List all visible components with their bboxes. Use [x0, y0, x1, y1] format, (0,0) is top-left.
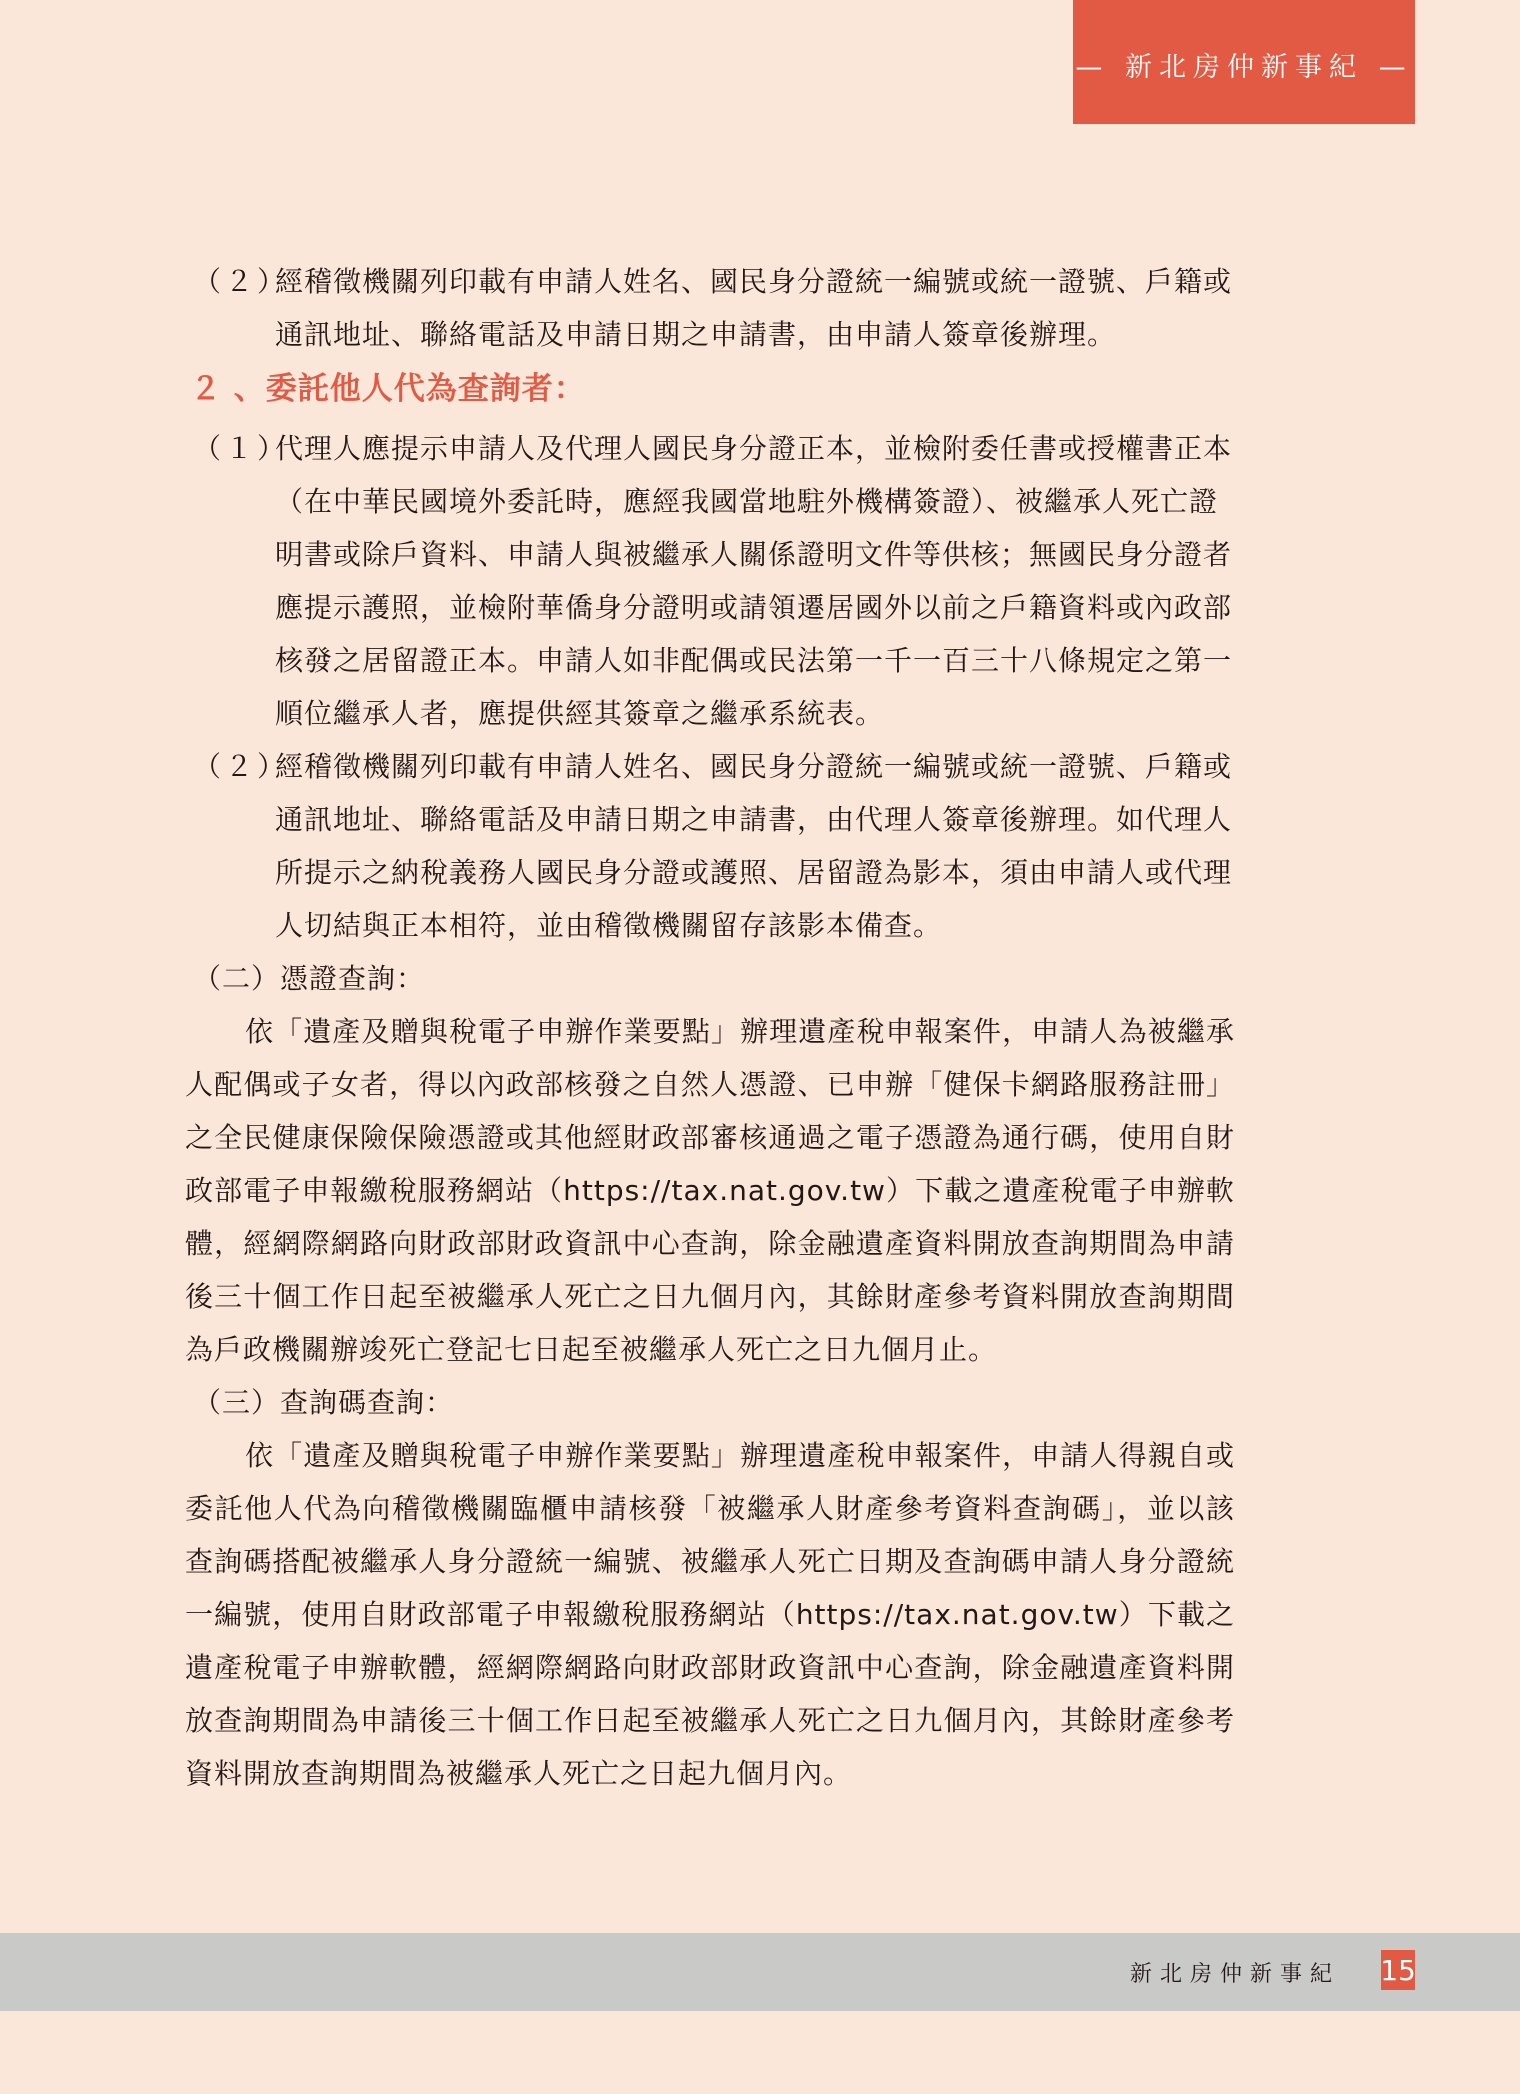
item-number: （１）: [193, 432, 290, 465]
list-item: [185, 422, 1235, 740]
sub-heading: （二）憑證查詢：: [193, 962, 426, 995]
item-number: （２）: [193, 265, 290, 298]
item-text: 經稽徵機關列印載有申請人姓名、國民身分證統一編號或統一證號、戶籍或通訊地址、聯絡電話及申請日期之申請書，由代理人簽章後辦理。如代理人所提示之納稅義務人國民身分證或護照、居留證為影本，須由申請人或代理人切結與正本相符，並由稽徵機關留存該影本備查。: [275, 750, 1233, 942]
sub-heading: （三）查詢碼查詢：: [193, 1386, 455, 1419]
item-text: 經稽徵機關列印載有申請人姓名、國民身分證統一編號或統一證號、戶籍或通訊地址、聯絡電話及申請日期之申請書，由申請人簽章後辦理。: [275, 265, 1233, 351]
footer-title: 新北房仲新事紀: [1130, 1962, 1341, 1987]
paragraph: 依「遺產及贈與稅電子申辦作業要點」辦理遺產稅申報案件，申請人得親自或委託他人代為向稽徵機關臨櫃申請核發「被繼承人財產參考資料查詢碼」，並以該查詢碼搭配被繼承人身分證統一編號、被繼承人死亡日期及查詢碼申請人身分證統一編號，使用自財政部電子申報繳稅服務網站（https://tax.nat.gov.tw）下載之遺產稅電子申辦軟體，經網際網路向財政部財政資訊中心查詢，除金融遺產資料開放查詢期間為申請後三十個工作日起至被繼承人死亡之日九個月內，其餘財產參考資料開放查詢期間為被繼承人死亡之日起九個月內。: [185, 1439, 1235, 1790]
item-number: （２）: [193, 750, 290, 783]
paragraph: 依「遺產及贈與稅電子申辦作業要點」辦理遺產稅申報案件，申請人為被繼承人配偶或子女者，得以內政部核發之自然人憑證、已申辦「健保卡網路服務註冊」之全民健康保險保險憑證或其他經財政部審核通過之電子憑證為通行碼，使用自財政部電子申報繳稅服務網站（https://tax.nat.gov.tw）下載之遺產稅電子申辦軟體，經網際網路向財政部財政資訊中心查詢，除金融遺產資料開放查詢期間為申請後三十個工作日起至被繼承人死亡之日九個月內，其餘財產參考資料開放查詢期間為戶政機關辦竣死亡登記七日起至被繼承人死亡之日九個月止。: [185, 1015, 1235, 1366]
article-body: [185, 255, 1235, 1800]
item-text: 代理人應提示申請人及代理人國民身分證正本，並檢附委任書或授權書正本（在中華民國境外委託時，應經我國當地駐外機構簽證）、被繼承人死亡證明書或除戶資料、申請人與被繼承人關係證明文件等供核；無國民身分證者應提示護照，並檢附華僑身分證明或請領遷居國外以前之戶籍資料或內政部核發之居留證正本。申請人如非配偶或民法第一千一百三十八條規定之第一順位繼承人者，應提供經其簽章之繼承系統表。: [275, 432, 1233, 730]
section-heading: ２ 、委託他人代為查詢者：: [190, 371, 586, 407]
header-title: — 新北房仲新事紀 —: [1073, 0, 1415, 124]
page-number: 15: [1381, 1950, 1415, 1990]
list-item: [185, 255, 1235, 361]
list-item: [185, 740, 1235, 952]
